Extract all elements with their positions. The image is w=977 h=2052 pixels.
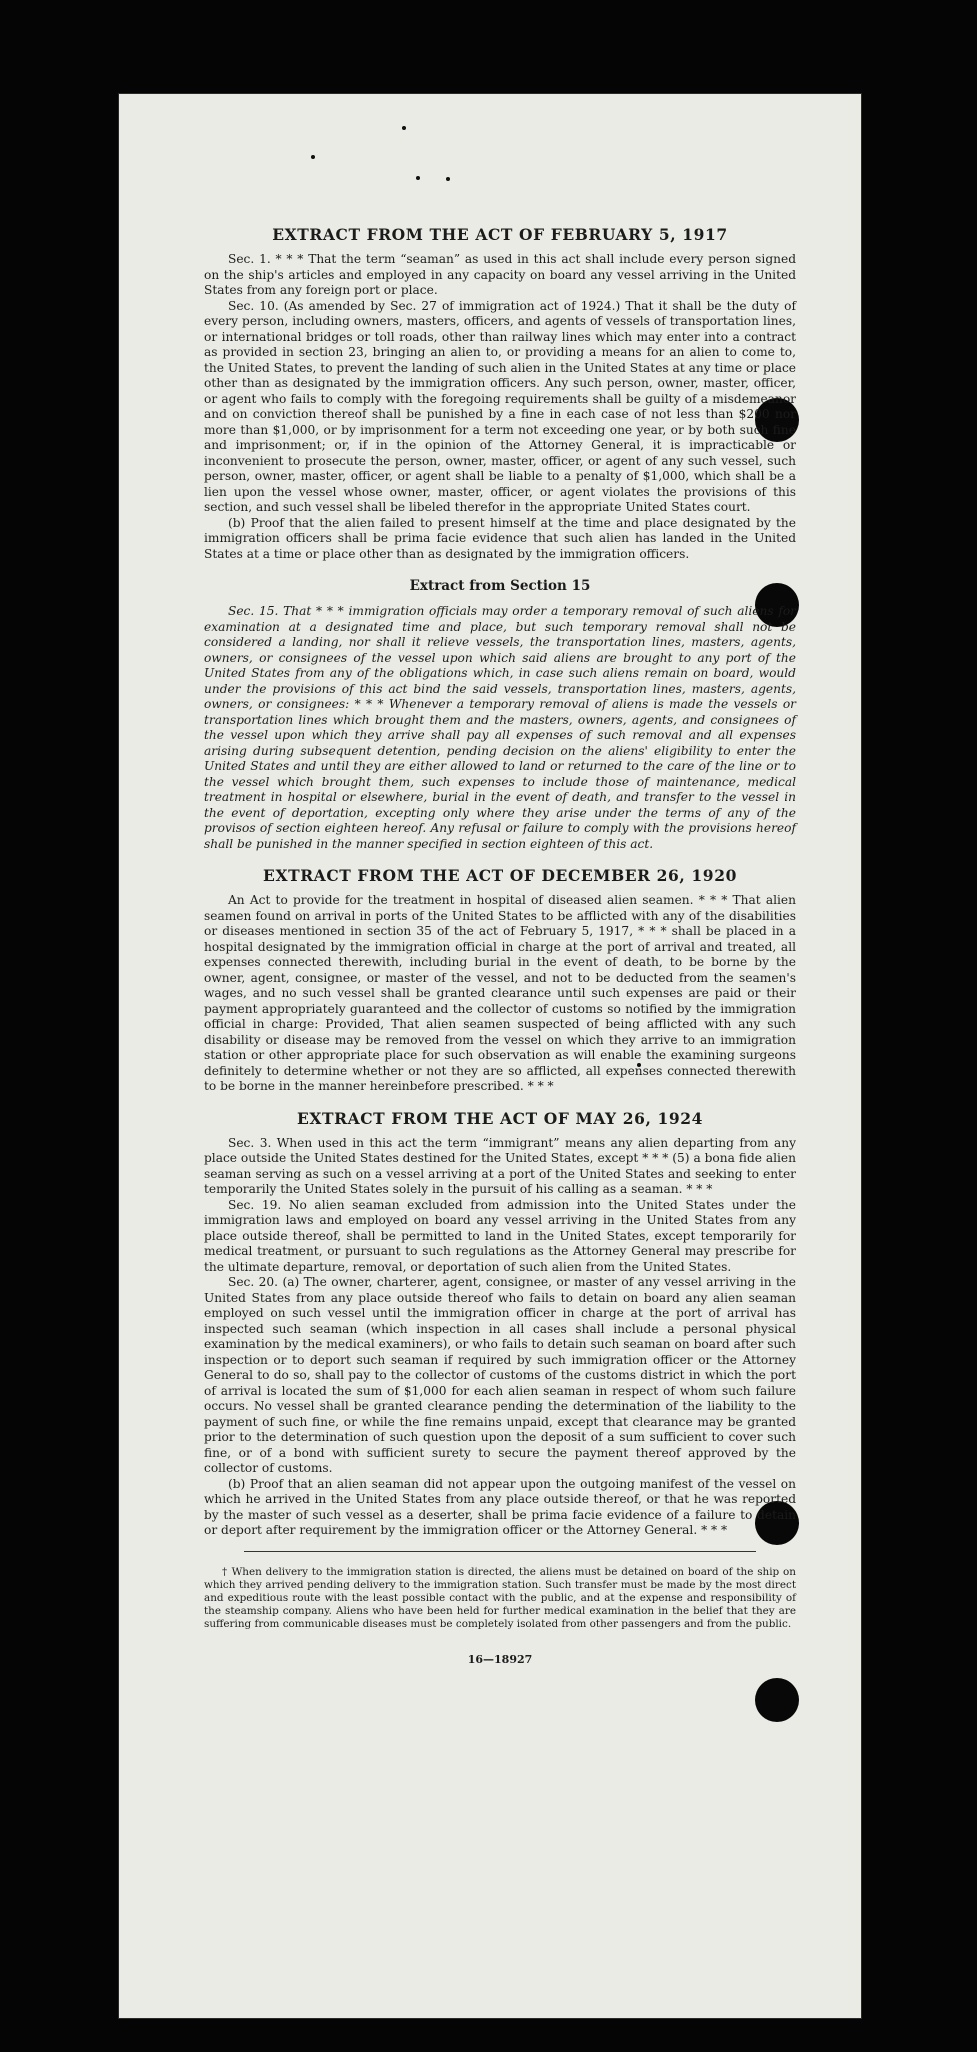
heading-act-1920: EXTRACT FROM THE ACT OF DECEMBER 26, 1920 — [263, 866, 737, 885]
section-act-1920 — [204, 866, 796, 1095]
paragraph-sec-20-b: (b) Proof that an alien seaman did not appear upon the outgoing manifest of the vessel on which he arrived in the United States from any place outside thereof, or that he was reported by the master of such vessel as a deserter, shall be prima facie evidence of a failure to detain or deport after requirement by the immigration officer or the Attorney General. * * * — [204, 1476, 796, 1537]
paragraph-sec-10-b: (b) Proof that the alien failed to present himself at the time and place designated by the immigration officers shall be prima facie evidence that such alien has landed in the United States at a time or place other than as designated by the immigration officers. — [204, 515, 796, 561]
paragraph-sec-3: Sec. 3. When used in this act the term “immigrant” means any alien departing from any place outside the United States destined for the United States, except * * * (5) a bona fide alien seaman serving as such on a vessel arriving at a port of the United States and seeking to enter temporarily the United States solely in the pursuit of his calling as a seaman. * * * — [204, 1135, 796, 1196]
punch-hole — [755, 1678, 799, 1722]
paragraph-sec-1: Sec. 1. * * * That the term “seaman” as used in this act shall include every person signed on the ship's articles and employed in any capacity on board any vessel arriving in the United States from any foreign port or place. — [204, 252, 796, 297]
scan-speck — [402, 126, 406, 130]
document-page — [118, 93, 862, 2019]
paragraph-act-1920: An Act to provide for the treatment in hospital of diseased alien seamen. * * * That alien seamen found on arrival in ports of the United States to be afflicted with any of the disabilities or diseases mentioned in section 35 of the act of February 5, 1917, * * * shall be placed in a hospital designated by the immigration official in charge at the port of arrival and treated, all expenses connected therewith, including burial in the event of death, to be borne by the owner, agent, consignee, or master of the vessel, and not to be deducted from the seamen's wages, and no such vessel shall be granted clearance until such expenses are paid or their payment appropriately guaranteed and the collector of customs so notified by the immigration official in charge: Provided, That alien seamen suspected of being afflicted with any such disability or disease may be removed from the vessel on which they arrive to an immigration station or other appropriate place for such observation as will enable the examining surgeons definitely to determine whether or not they are so afflicted, all expenses connected therewith to be borne in the manner hereinbefore prescribed. * * * — [204, 893, 796, 1093]
document-text — [204, 225, 796, 1666]
heading-act-1924: EXTRACT FROM THE ACT OF MAY 26, 1924 — [296, 1108, 704, 1128]
section-extract-15 — [204, 578, 796, 852]
footnote: † When delivery to the immigration station is directed, the aliens must be detained on board of the ship on which they arrived pending delivery to the immigration station. Such transfer must be made by the most direct and expeditious route with the least possible contact with the public, and at the expense and responsibility of the steamship company. Aliens who have been held for further medical examination in the belief that they are suffering from communicable diseases must be completely isolated from other passengers and from the public. — [204, 1565, 796, 1630]
paragraph-sec-19: Sec. 19. No alien seaman excluded from admission into the United States under the immigration laws and employed on board any vessel arriving in the United States from any place outside thereof, shall be permitted to land in the United States, except temporarily for medical treatment, or pursuant to such regulations as the Attorney General may prescribe for the ultimate departure, removal, or deportation of such alien from the United States. — [204, 1197, 796, 1274]
scan-speck — [416, 176, 420, 180]
footnote-divider — [244, 1551, 756, 1552]
paragraph-sec-10: Sec. 10. (As amended by Sec. 27 of immigration act of 1924.) That it shall be the duty of every person, including owners, masters, officers, and agents of vessels of transportation lines, or international bridges or toll roads, other than railway lines which may enter into a contract as provided in section 23, bringing an alien to, or providing a means for an alien to come to, the United States, to prevent the landing of such alien in the United States at any time or place other than as designated by the immigration officers. Any such person, owner, master, officer, or agent who fails to comply with the foregoing requirements shall be guilty of a misdemeanor and on conviction thereof shall be punished by a fine in each case of not less than $200 nor more than $1,000, or by imprisonment for a term not exceeding one year, or by both such fine and imprisonment; or, if in the opinion of the Attorney General, it is impracticable or inconvenient to prosecute the person, owner, master, officer, or agent of any such vessel, such person, owner, master, officer, or agent shall be liable to a penalty of $1,000, which shall be a lien upon the vessel whose owner, master, officer, or agent violates the provisions of this section, and such vessel shall be libeled therefor in the appropriate United States court. — [204, 298, 796, 514]
scan-speck — [446, 177, 450, 181]
paragraph-sec-20-a: Sec. 20. (a) The owner, charterer, agent, consignee, or master of any vessel arriving in the United States from any place outside thereof who fails to detain on board any alien seaman employed on such vessel until the immigration officer in charge at the port of arrival has inspected such seaman (which inspection in all cases shall include a personal physical examination by the medical examiners), or who fails to detain such seaman on board after such inspection or to deport such seaman if required by such immigration officer or the Attorney General to do so, shall pay to the collector of customs of the customs district in which the port of arrival is located the sum of $1,000 for each alien seaman in respect of whom such failure occurs. No vessel shall be granted clearance pending the determination of the liability to the payment of such fine, or while the fine remains unpaid, except that clearance may be granted prior to the determination of such question upon the deposit of a sum sufficient to cover such fine, or of a bond with sufficient surety to secure the payment thereof approved by the collector of customs. — [204, 1275, 796, 1475]
section-act-1917 — [204, 225, 796, 562]
section-act-1924 — [204, 1109, 796, 1539]
heading-act-1917: EXTRACT FROM THE ACT OF FEBRUARY 5, 1917 — [272, 225, 728, 244]
paragraph-sec-15: Sec. 15. That * * * immigration officials may order a temporary removal of such aliens for examination at a designated time and place, but such temporary removal shall not be considered a landing, nor shall it relieve vessels, the transportation lines, masters, agents, owners, or consignees of the vessel upon which said aliens are brought to any port of the United States from any of the obligations which, in case such aliens remain on board, would under the provisions of this act bind the said vessels, transportation lines, masters, agents, owners, or consignees: * * * Whenever a temporary removal of aliens is made the vessels or transportation lines which brought them and the masters, owners, agents, and consignees of the vessel upon which they arrive shall pay all expenses of such removal and all expenses arising during subsequent detention, pending decision on the aliens' eligibility to enter the United States and until they are either allowed to land or returned to the care of the line or to the vessel which brought them, such expenses to include those of maintenance, medical treatment in hospital or elsewhere, burial in the event of death, and transfer to the vessel in the event of deportation, excepting only where they arise under the terms of any of the provisos of section eighteen hereof. Any refusal or failure to comply with the provisions hereof shall be punished in the manner specified in section eighteen of this act. — [204, 604, 796, 851]
heading-section-15: Extract from Section 15 — [409, 578, 591, 594]
scan-speck — [311, 155, 315, 159]
form-code: 16—18927 — [467, 1652, 533, 1666]
